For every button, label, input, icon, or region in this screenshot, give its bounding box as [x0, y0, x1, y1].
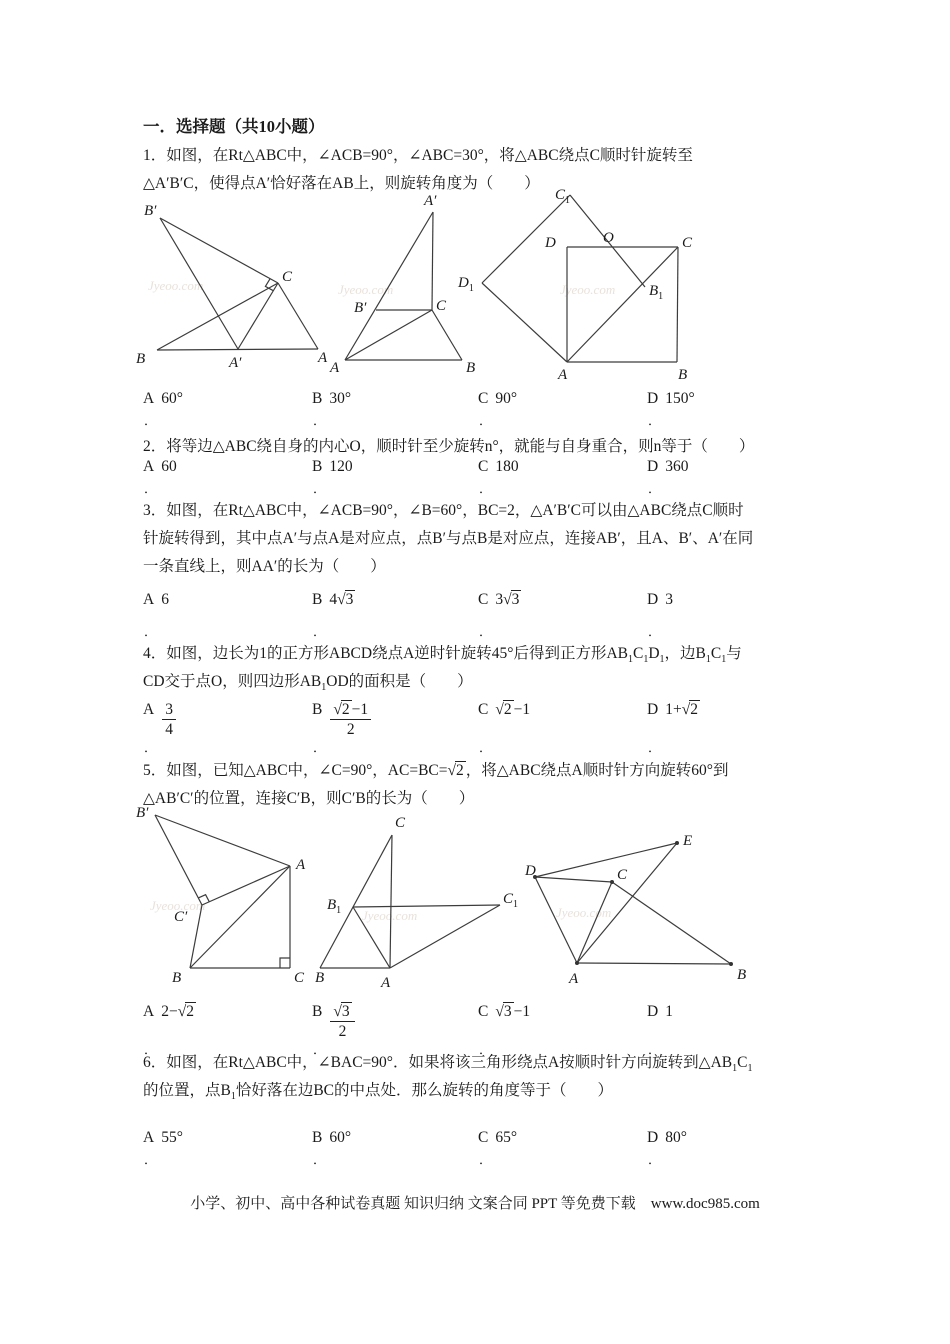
question-6 — [143, 1049, 752, 1105]
option-q3-d — [647, 590, 812, 639]
point-label-c-prime: C′ — [174, 909, 188, 925]
option-dot: ． — [313, 624, 327, 639]
point-label-b: B — [737, 967, 747, 983]
figure-q1-rotated-triangle — [130, 195, 330, 385]
question-4 — [143, 640, 742, 696]
option-value: 360 — [665, 458, 689, 475]
option-letter: A — [143, 1129, 155, 1146]
point-label-a: A — [381, 975, 391, 991]
option-value: $\frac{3}{4}$ — [161, 701, 177, 718]
question-6-line-1: 6．如图，在Rt△ABC中，∠BAC=90°．如果将该三角形绕点A按顺时针方向旋转到$\triangle AB_1C_1$ — [143, 1054, 753, 1075]
point-label-c: C — [294, 970, 305, 986]
point-label-d: D — [545, 235, 556, 251]
option-letter: C — [478, 1129, 489, 1146]
option-q3-c — [478, 590, 643, 639]
point-label-b1: $B_1$ — [649, 283, 664, 302]
option-q5-a — [143, 1002, 308, 1057]
watermark-text: Jyeoo.com — [148, 278, 204, 293]
section-title: 一．选择题（共10小题） — [143, 117, 325, 136]
option-letter: C — [478, 1003, 489, 1020]
question-2-line-1: 2．将等边△ABC绕自身的内心O，顺时针至少旋转n°，就能与自身重合，则n等于（ ） — [143, 438, 755, 455]
option-value: $\frac{√3}{2}$ — [329, 1003, 355, 1020]
option-dot: ． — [144, 1152, 158, 1167]
question-3-line-2: 针旋转得到，其中点A′与点A是对应点，点B′与点B是对应点，连接AB′，且A、B′、A′在同 — [143, 530, 754, 547]
point-label-a: A — [558, 367, 568, 383]
option-dot: ． — [648, 481, 662, 496]
point-label-c: C — [617, 867, 628, 883]
option-q3-a — [143, 590, 308, 639]
option-value: 65° — [495, 1129, 518, 1146]
option-q2-a — [143, 457, 308, 496]
option-letter: D — [647, 701, 659, 718]
options-q6 — [143, 1128, 923, 1188]
option-letter: D — [647, 1129, 659, 1146]
question-3 — [143, 497, 753, 581]
watermark-text: Jyeoo.com — [338, 282, 394, 297]
point-label-b1: $B_1$ — [327, 897, 342, 916]
option-q6-b — [312, 1128, 477, 1167]
option-value: √2 −1 — [495, 701, 531, 718]
option-dot: ． — [479, 1042, 493, 1057]
question-3-line-1: 3．如图，在Rt△ABC中，∠ACB=90°，∠B=60°，BC=2，△A′B′C可以由△ABC绕点C顺时 — [143, 502, 744, 519]
figure-q6-rotated-triangle — [315, 805, 525, 995]
option-dot: ． — [479, 1152, 493, 1167]
option-q1-b — [312, 389, 477, 428]
option-q6-a — [143, 1128, 308, 1167]
figure-rotation-triangles-ade — [525, 805, 755, 995]
option-q5-b — [312, 1002, 477, 1057]
point-label-b: B — [678, 367, 688, 383]
point-label-c: C — [682, 235, 693, 251]
question-1-line-2: △A′B′C，使得点A′恰好落在AB上，则旋转角度为（ ） — [143, 175, 540, 192]
option-letter: A — [143, 390, 155, 407]
option-value: 80° — [665, 1129, 687, 1146]
figure-q6-drawing — [315, 805, 525, 995]
option-letter: C — [478, 458, 489, 475]
option-dot: ． — [144, 481, 158, 496]
option-value: 30° — [329, 390, 352, 407]
point-label-b: B — [136, 351, 146, 367]
option-value: 60° — [161, 390, 183, 407]
footer-download-info: 小学、初中、高中各种试卷真题 知识归纳 文案合同 PPT 等免费下载 www.doc985.com — [190, 1196, 760, 1212]
watermark-text: Jyeoo.com — [560, 282, 616, 297]
point-label-d1: $D_1$ — [458, 275, 474, 294]
option-letter: B — [312, 701, 323, 718]
option-value: √3 −1 — [495, 1003, 531, 1020]
option-dot: ． — [313, 1152, 327, 1167]
figure-q5-drawing — [130, 805, 315, 995]
option-letter: A — [143, 1003, 155, 1020]
option-dot: ． — [479, 413, 493, 428]
point-label-c1: $C_1$ — [503, 891, 519, 910]
point-label-a: A — [318, 350, 328, 366]
option-value: 120 — [329, 458, 353, 475]
option-letter: C — [478, 591, 489, 608]
option-dot: ． — [648, 1152, 662, 1167]
option-q2-b — [312, 457, 477, 496]
option-letter: C — [478, 701, 489, 718]
option-letter: B — [312, 591, 323, 608]
option-letter: B — [312, 1129, 323, 1146]
option-q3-b — [312, 590, 477, 639]
point-label-a: A — [296, 857, 306, 873]
option-value: 150° — [665, 390, 695, 407]
option-dot: ． — [648, 624, 662, 639]
option-value: 1 — [665, 1003, 673, 1020]
option-letter: B — [312, 1003, 323, 1020]
point-label-c: C — [395, 815, 406, 831]
point-label-c: C — [282, 269, 293, 285]
option-letter: D — [647, 1003, 659, 1020]
question-1-line-1: 1．如图，在Rt△ABC中，∠ACB=90°，∠ABC=30°，将△ABC绕点C顺时针旋转至 — [143, 147, 693, 164]
option-letter: A — [143, 701, 155, 718]
option-q4-d — [647, 700, 812, 755]
option-letter: A — [143, 591, 155, 608]
option-q2-c — [478, 457, 643, 496]
option-value: 3 — [665, 591, 673, 608]
watermark-text: Jyeoo.com — [556, 905, 612, 920]
point-label-b: B — [466, 360, 476, 376]
point-label-b-prime: B′ — [136, 805, 149, 821]
question-4-line-2: CD交于点O，则四边形$AB_1OD$的面积是（ ） — [143, 673, 473, 694]
point-label-e: E — [683, 833, 693, 849]
point-label-b: B — [172, 970, 182, 986]
point-label-b-prime: B′ — [354, 300, 367, 316]
point-label-b: B — [315, 970, 325, 986]
point-label-a-prime: A′ — [424, 193, 437, 209]
option-letter: D — [647, 390, 659, 407]
option-q4-c — [478, 700, 643, 755]
option-value: 4√3 — [329, 591, 354, 608]
option-dot: ． — [144, 740, 158, 755]
options-q4 — [143, 700, 923, 760]
point-label-c1: $C_1$ — [555, 187, 571, 206]
option-dot: ． — [479, 740, 493, 755]
option-letter: C — [478, 390, 489, 407]
question-5-line-1: 5．如图，已知△ABC中，∠C=90°，AC=BC=√2 ，将△ABC绕点A顺时针方向旋转60°到 — [143, 762, 729, 779]
figure-q4-drawing — [455, 185, 700, 385]
option-dot: ． — [479, 481, 493, 496]
point-label-b-prime: B′ — [144, 203, 157, 219]
point-label-a: A — [330, 360, 340, 376]
option-letter: A — [143, 458, 155, 475]
option-dot: ． — [144, 624, 158, 639]
watermark-text: Jyeoo.com — [362, 908, 418, 923]
option-dot: ． — [313, 413, 327, 428]
right-angle-mark — [280, 958, 290, 968]
option-q1-d — [647, 389, 812, 428]
point-label-a: A — [569, 971, 579, 987]
option-value: 55° — [161, 1129, 183, 1146]
question-3-line-3: 一条直线上，则AA′的长为（ ） — [143, 558, 386, 575]
option-q2-d — [647, 457, 812, 496]
option-letter: B — [312, 390, 323, 407]
option-value: 90° — [495, 390, 518, 407]
option-dot: ． — [648, 740, 662, 755]
point-label-a-prime: A′ — [229, 355, 242, 371]
watermark-text: Jyeoo.com — [150, 898, 206, 913]
point-label-o: O — [603, 230, 614, 246]
question-6-line-2: 的位置，点$B_1$恰好落在边BC的中点处．那么旋转的角度等于（ ） — [143, 1082, 614, 1103]
option-q4-a — [143, 700, 308, 755]
option-dot: ． — [648, 1042, 662, 1057]
question-5-line-2: △AB′C′的位置，连接C′B，则C′B的长为（ ） — [143, 790, 475, 807]
point-label-c: C — [436, 298, 447, 314]
option-dot: ． — [144, 413, 158, 428]
option-value: 1+√2 — [665, 701, 698, 718]
option-q1-c — [478, 389, 643, 428]
figure-q5-rotated-triangle — [130, 805, 315, 995]
option-dot: ． — [313, 1042, 327, 1057]
option-q6-c — [478, 1128, 643, 1167]
option-dot: ． — [648, 413, 662, 428]
figure-ade-drawing — [525, 805, 755, 995]
option-dot: ． — [479, 624, 493, 639]
option-dot: ． — [313, 740, 327, 755]
option-q6-d — [647, 1128, 812, 1167]
option-value: 180 — [495, 458, 519, 475]
question-4-line-1: 4．如图，边长为1的正方形ABCD绕点A逆时针旋转45°后得到正方形$AB_1C_1D_1$，边$B_1C_1$与 — [143, 645, 742, 666]
option-value: $\frac{√2 -1}{2}$ — [329, 701, 372, 718]
option-q1-a — [143, 389, 308, 428]
figure-q4-rotated-square — [455, 185, 700, 385]
option-value: 2−√2 — [161, 1003, 194, 1020]
option-value: 60° — [329, 1129, 352, 1146]
option-value: 60 — [161, 458, 177, 475]
point-label-d: D — [525, 863, 536, 879]
option-value: 6 — [161, 591, 169, 608]
option-letter: D — [647, 458, 659, 475]
option-value: 3√3 — [495, 591, 520, 608]
option-q5-d — [647, 1002, 812, 1057]
option-dot: ． — [144, 1042, 158, 1057]
option-q5-c — [478, 1002, 643, 1057]
option-dot: ． — [313, 481, 327, 496]
option-letter: B — [312, 458, 323, 475]
option-q4-b — [312, 700, 477, 755]
option-letter: D — [647, 591, 659, 608]
